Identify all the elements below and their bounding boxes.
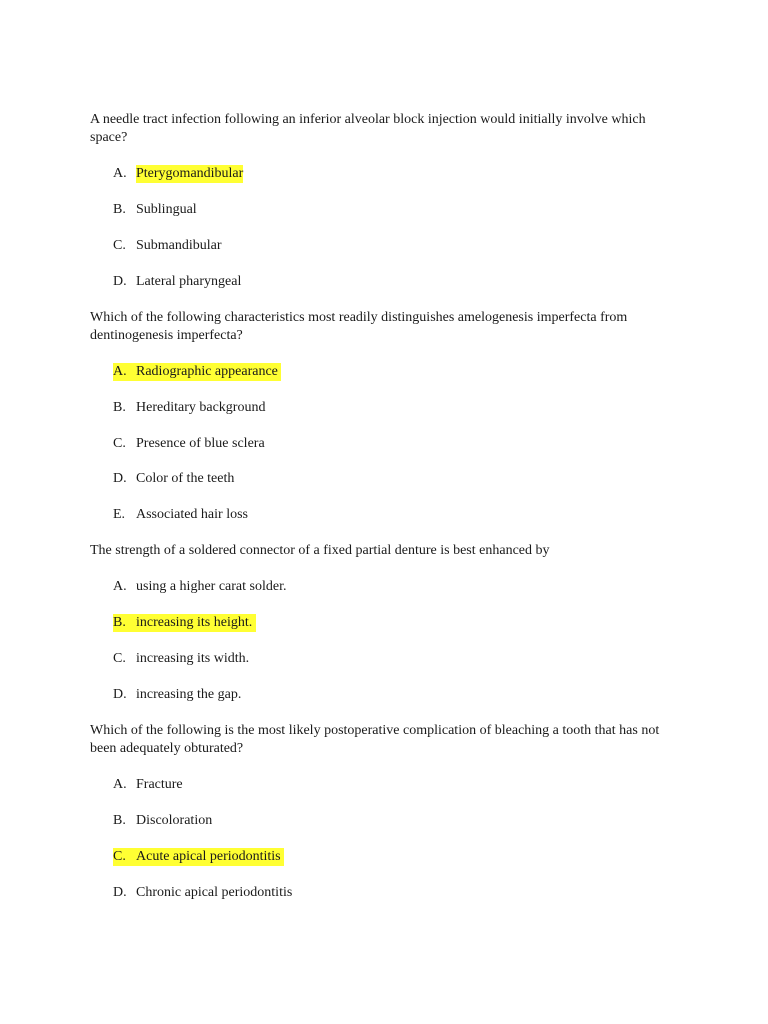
question-2-option-d xyxy=(113,470,234,488)
option-text: Color of the teeth xyxy=(136,471,235,486)
option-text: increasing the gap. xyxy=(136,687,242,702)
option-text: using a higher carat solder. xyxy=(136,579,287,594)
option-text: Hereditary background xyxy=(136,400,266,415)
question-2-option-b xyxy=(113,399,265,417)
question-4-option-d xyxy=(113,884,292,902)
question-3-option-c xyxy=(113,650,249,668)
question-3-option-a xyxy=(113,578,286,596)
option-letter: E. xyxy=(113,507,126,522)
option-letter: A. xyxy=(113,579,127,594)
option-highlight xyxy=(113,363,281,381)
question-4-option-a xyxy=(113,776,183,794)
question-1-option-d xyxy=(113,273,241,291)
option-text: Chronic apical periodontitis xyxy=(136,885,293,900)
option-highlight xyxy=(113,614,256,632)
question-2-text: Which of the following characteristics most readily distinguishes amelogenesis imperfecta from dentinogenesis imperfecta? xyxy=(90,310,628,343)
option-letter: D. xyxy=(113,274,127,289)
option-highlight xyxy=(113,848,284,866)
option-letter: B. xyxy=(113,615,126,630)
option-text-highlighted: increasing its height. xyxy=(136,615,253,630)
option-text: Sublingual xyxy=(136,202,197,217)
option-text: Lateral pharyngeal xyxy=(136,274,242,289)
question-1-option-c xyxy=(113,237,222,255)
option-letter: B. xyxy=(113,813,126,828)
question-3-option-d xyxy=(113,686,241,704)
option-text: Submandibular xyxy=(136,238,222,253)
question-4-option-b xyxy=(113,812,212,830)
option-letter: B. xyxy=(113,202,126,217)
option-letter: D. xyxy=(113,687,127,702)
option-text-highlighted: Radiographic appearance xyxy=(136,364,278,379)
option-letter: D. xyxy=(113,885,127,900)
option-letter: C. xyxy=(113,436,126,451)
option-letter: C. xyxy=(113,849,126,864)
question-4-text: Which of the following is the most likely postoperative complication of bleaching a tooth that has not been adequately obturated? xyxy=(90,723,660,756)
option-letter: C. xyxy=(113,651,126,666)
option-text-highlighted: Acute apical periodontitis xyxy=(136,849,281,864)
question-3-option-b xyxy=(113,614,256,632)
question-4-option-c xyxy=(113,848,284,866)
option-letter: D. xyxy=(113,471,127,486)
question-1-text: A needle tract infection following an inferior alveolar block injection would initially involve which space? xyxy=(90,112,646,145)
question-3-text: The strength of a soldered connector of a fixed partial denture is best enhanced by xyxy=(90,543,550,558)
option-letter: A. xyxy=(113,777,127,792)
question-2-option-e xyxy=(113,506,248,524)
option-text: Discoloration xyxy=(136,813,213,828)
question-1-option-a xyxy=(113,165,243,183)
option-letter: B. xyxy=(113,400,126,415)
option-text: Fracture xyxy=(136,777,183,792)
question-1-option-b xyxy=(113,201,197,219)
option-text: increasing its width. xyxy=(136,651,250,666)
option-text-highlighted: Pterygomandibular xyxy=(136,166,244,181)
option-text: Presence of blue sclera xyxy=(136,436,265,451)
question-2-option-a xyxy=(113,363,281,381)
option-letter: A. xyxy=(113,166,127,181)
question-2-option-c xyxy=(113,435,265,453)
option-letter: C. xyxy=(113,238,126,253)
option-text: Associated hair loss xyxy=(136,507,248,522)
option-letter: A. xyxy=(113,364,127,379)
